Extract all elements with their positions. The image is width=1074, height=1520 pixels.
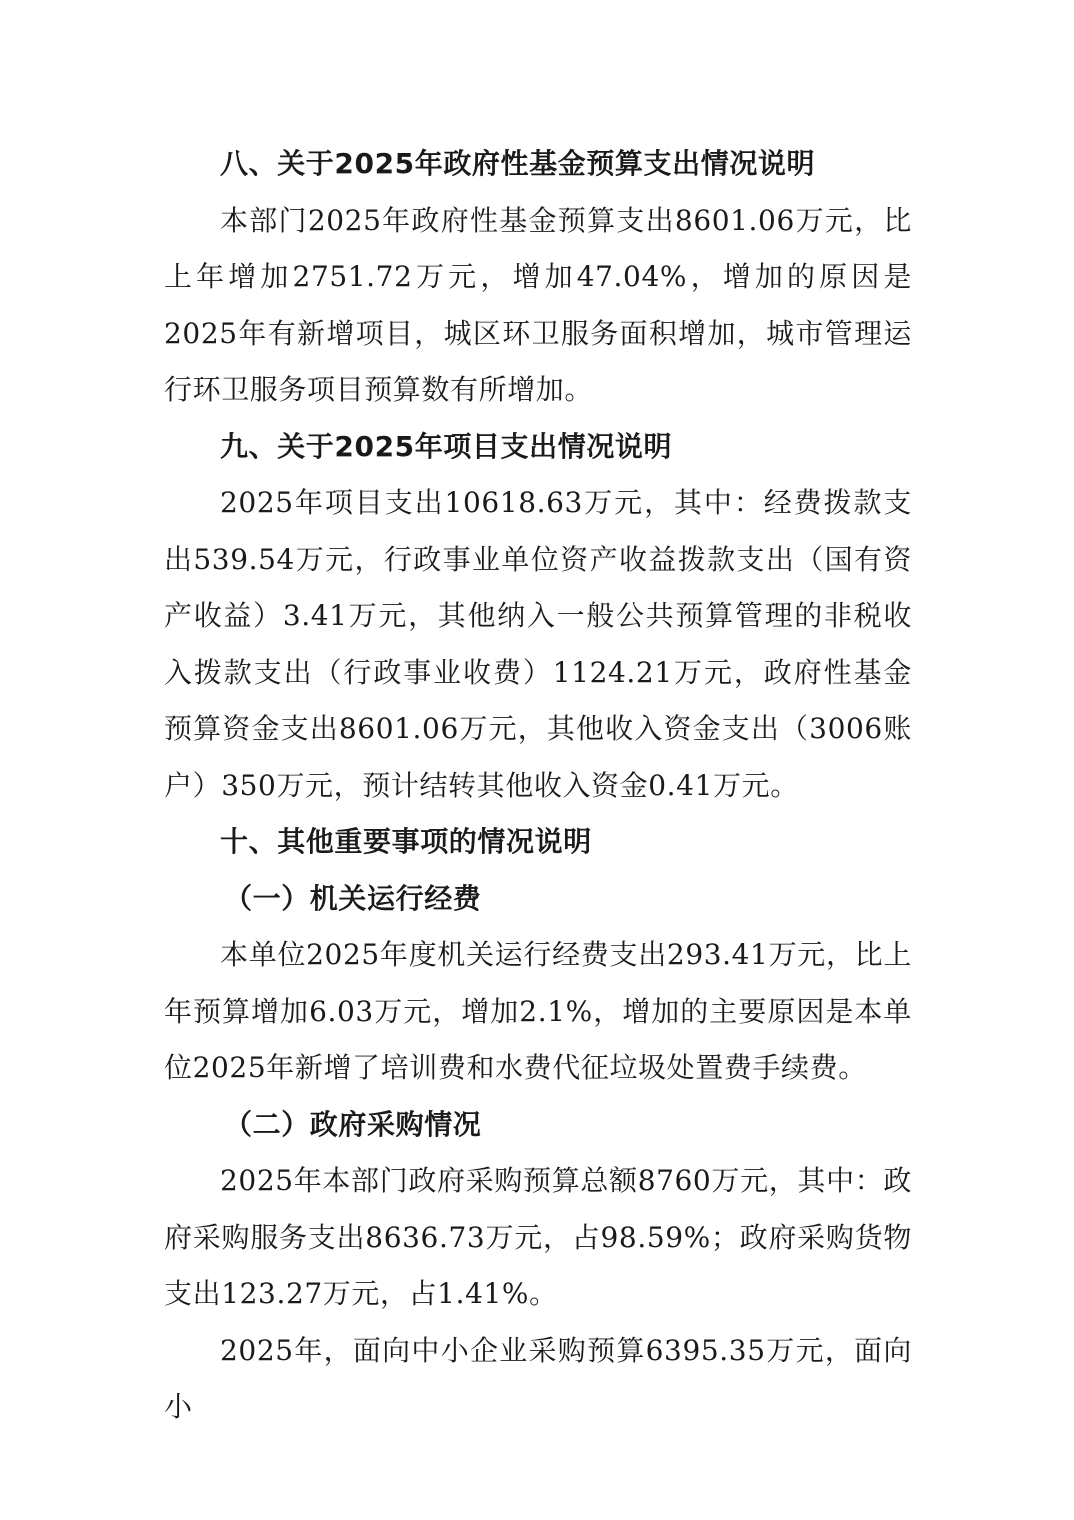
paragraph-operating-costs: 本单位2025年度机关运行经费支出293.41万元，比上年预算增加6.03万元，增加2.1%，增加的主要原因是本单位2025年新增了培训费和水费代征垃圾处置费手续费。 xyxy=(164,938,912,1084)
paragraph-procurement-total: 2025年本部门政府采购预算总额8760万元，其中：政府采购服务支出8636.73万元，占98.59%；政府采购货物支出123.27万元，占1.41%。 xyxy=(164,1164,912,1310)
paragraph-fund-budget: 本部门2025年政府性基金预算支出8601.06万元，比上年增加2751.72万元，增加47.04%，增加的原因是2025年有新增项目，城区环卫服务面积增加，城市管理运行环卫服务项目预算数有所增加。 xyxy=(164,203,912,406)
paragraph-project-expenditure: 2025年项目支出10618.63万元，其中：经费拨款支出539.54万元，行政事业单位资产收益拨款支出（国有资产收益）3.41万元，其他纳入一般公共预算管理的非税收入拨款支出（行政事业收费）1124.21万元，政府性基金预算资金支出8601.06万元，其他收入资金支出（3006账户）350万元，预计结转其他收入资金0.41万元。 xyxy=(164,486,912,802)
paragraph-sme-procurement: 2025年，面向中小企业采购预算6395.35万元，面向小 xyxy=(164,1333,912,1423)
section-heading-9: 九、关于2025年项目支出情况说明 xyxy=(220,429,673,463)
subheading-procurement: （二）政府采购情况 xyxy=(224,1107,482,1141)
section-heading-10: 十、其他重要事项的情况说明 xyxy=(220,825,592,858)
subheading-operating-costs: （一）机关运行经费 xyxy=(224,881,482,915)
section-heading-8: 八、关于2025年政府性基金预算支出情况说明 xyxy=(220,147,816,180)
